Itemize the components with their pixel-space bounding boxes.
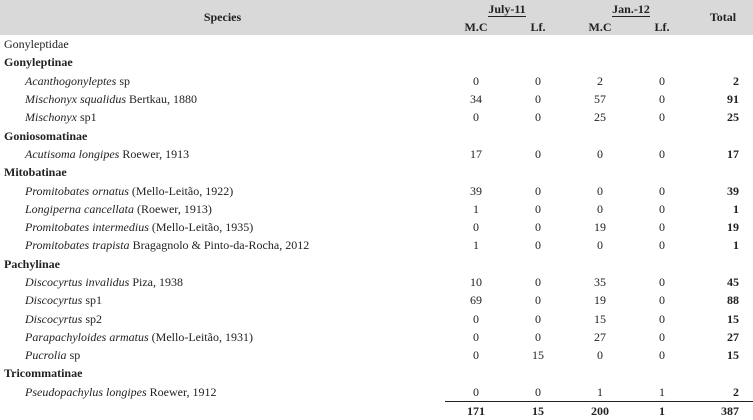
cell-lf-jan: 1 — [659, 384, 665, 399]
cell-mc-jan: 0 — [597, 146, 603, 161]
species-authority: sp1 — [76, 110, 97, 125]
family-name: Gonyleptidae — [4, 37, 69, 52]
cell-lf-jan: 0 — [659, 183, 665, 198]
subfamily-row — [0, 364, 753, 382]
cell-total: 19 — [727, 220, 740, 235]
cell-mc-jan: 15 — [594, 311, 606, 326]
table-row — [0, 346, 753, 364]
species-authority: sp — [66, 348, 81, 363]
species-binomial: Discocyrtus — [25, 311, 83, 326]
subfamily-name: Pachylinae — [4, 256, 60, 271]
table-body — [0, 35, 753, 420]
subfamily-name: Goniosomatinae — [4, 128, 88, 143]
species-name — [0, 218, 445, 236]
species-name — [0, 383, 445, 402]
species-binomial: Mischonyx squalidus — [25, 92, 126, 107]
cell-mc-july: 0 — [473, 348, 479, 363]
species-authority: (Roewer, 1913) — [133, 201, 212, 216]
header-species: Species — [0, 0, 445, 35]
cell-lf-jan: 0 — [659, 348, 665, 363]
species-name — [0, 200, 445, 218]
species-authority: (Mello-Leitão, 1931) — [148, 329, 253, 344]
species-authority: Roewer, 1913 — [119, 146, 190, 161]
species-binomial: Pseudopachylus longipes — [25, 385, 147, 400]
species-authority: Roewer, 1912 — [146, 385, 217, 400]
species-name — [0, 309, 445, 327]
table-row — [0, 181, 753, 199]
header-total: Total — [693, 0, 753, 35]
cell-total: 27 — [727, 329, 740, 344]
header-period-july-label: July-11 — [488, 2, 526, 16]
totals-blank — [0, 401, 445, 420]
table-row — [0, 291, 753, 309]
header-lf-1: Lf. — [507, 19, 569, 35]
cell-mc-july: 0 — [473, 311, 479, 326]
cell-lf-jan: 0 — [659, 238, 665, 253]
cell-lf-jan: 0 — [659, 110, 665, 125]
cell-lf-july: 0 — [535, 201, 541, 216]
cell-lf-jan: 0 — [659, 329, 665, 344]
table-row — [0, 72, 753, 90]
cell-total: 91 — [727, 92, 740, 107]
cell-lf-jan: 0 — [659, 311, 665, 326]
table-row — [0, 236, 753, 254]
species-binomial: Pucrolia — [25, 348, 67, 363]
species-name — [0, 291, 445, 309]
cell-total: 1 — [733, 238, 740, 253]
species-binomial: Parapachyloides armatus — [25, 329, 149, 344]
cell-total: 1 — [733, 201, 740, 216]
total-mc-jan: 200 — [569, 401, 631, 420]
cell-mc-jan: 35 — [594, 275, 606, 289]
cell-mc-july: 10 — [470, 275, 482, 289]
cell-mc-july: 0 — [473, 220, 479, 235]
cell-lf-july: 0 — [535, 275, 541, 289]
cell-mc-jan: 2 — [597, 73, 603, 88]
subfamily-name: Tricommatinae — [4, 366, 83, 381]
header-period-july — [445, 0, 569, 19]
species-name — [0, 346, 445, 364]
cell-total: 2 — [733, 73, 740, 88]
total-lf-jan: 1 — [631, 401, 693, 420]
table-row — [0, 145, 753, 163]
species-authority: Bragagnolo & Pinto-da-Rocha, 2012 — [129, 238, 310, 253]
cell-lf-july: 0 — [535, 293, 541, 308]
species-authority: sp — [116, 73, 130, 88]
subfamily-name: Mitobatinae — [4, 165, 67, 180]
cell-mc-jan: 57 — [594, 92, 606, 107]
cell-mc-july: 0 — [473, 384, 479, 399]
cell-lf-jan: 0 — [659, 73, 665, 88]
subfamily-name: Gonyleptinae — [4, 55, 73, 70]
cell-lf-july: 0 — [535, 384, 541, 399]
species-binomial: Promitobates trapista — [25, 238, 130, 253]
cell-mc-july: 0 — [473, 110, 479, 125]
cell-mc-july: 17 — [470, 146, 482, 161]
cell-lf-jan: 0 — [659, 92, 665, 107]
species-binomial: Discocyrtus — [25, 293, 83, 308]
header-lf-2: Lf. — [631, 19, 693, 35]
cell-mc-jan: 25 — [594, 110, 606, 125]
cell-lf-july: 0 — [535, 92, 541, 107]
table-row — [0, 218, 753, 236]
cell-lf-jan: 0 — [659, 220, 665, 235]
table-row — [0, 383, 753, 402]
cell-lf-july: 0 — [535, 238, 541, 253]
cell-lf-july: 0 — [535, 110, 541, 125]
cell-total: 2 — [733, 384, 740, 399]
table-row — [0, 309, 753, 327]
table-row — [0, 273, 753, 291]
species-binomial: Promitobates ornatus — [25, 183, 129, 198]
cell-total: 25 — [727, 110, 740, 125]
cell-mc-july: 39 — [470, 183, 482, 198]
total-mc-july: 171 — [445, 401, 507, 420]
species-authority: Bertkau, 1880 — [126, 92, 197, 107]
cell-total: 39 — [727, 183, 740, 198]
species-authority: sp2 — [82, 311, 102, 326]
species-name — [0, 273, 445, 291]
cell-mc-july: 0 — [473, 73, 479, 88]
species-name — [0, 108, 445, 126]
header-mc-1: M.C — [445, 19, 507, 35]
species-authority: (Mello-Leitão, 1935) — [148, 220, 254, 235]
table-row — [0, 90, 753, 108]
cell-mc-july: 34 — [470, 92, 482, 107]
total-lf-july: 15 — [507, 401, 569, 420]
species-name — [0, 236, 445, 254]
cell-mc-jan: 0 — [597, 348, 603, 363]
cell-mc-jan: 0 — [597, 238, 603, 253]
header-period-jan — [569, 0, 693, 19]
cell-mc-jan: 19 — [594, 220, 606, 235]
cell-mc-jan: 1 — [597, 384, 603, 399]
species-name — [0, 72, 445, 90]
species-name — [0, 145, 445, 163]
table-row — [0, 200, 753, 218]
cell-total: 17 — [727, 146, 740, 161]
cell-mc-july: 1 — [473, 201, 479, 216]
cell-mc-july: 69 — [470, 293, 482, 308]
species-binomial: Discocyrtus invalidus — [25, 275, 130, 289]
species-authority: sp1 — [82, 293, 102, 308]
subfamily-row — [0, 126, 753, 144]
cell-lf-july: 0 — [535, 311, 541, 326]
species-binomial: Promitobates intermedius — [25, 220, 149, 235]
cell-lf-jan: 0 — [659, 146, 665, 161]
subfamily-row — [0, 53, 753, 71]
cell-total: 15 — [727, 348, 740, 363]
cell-lf-july: 0 — [535, 183, 541, 198]
total-grand: 387 — [693, 401, 753, 420]
species-name — [0, 181, 445, 199]
cell-total: 88 — [727, 293, 740, 308]
totals-row — [0, 401, 753, 420]
cell-lf-july: 0 — [535, 73, 541, 88]
cell-total: 15 — [727, 311, 740, 326]
cell-mc-jan: 27 — [594, 329, 606, 344]
species-authority: Piza, 1938 — [129, 275, 183, 289]
subfamily-row — [0, 163, 753, 181]
table-row — [0, 328, 753, 346]
cell-mc-jan: 0 — [597, 183, 603, 198]
cell-mc-july: 1 — [473, 238, 479, 253]
cell-total: 45 — [727, 275, 740, 289]
species-authority: (Mello-Leitão, 1922) — [128, 183, 234, 198]
species-binomial: Longiperna cancellata — [25, 201, 134, 216]
cell-lf-july: 0 — [535, 220, 541, 235]
species-binomial: Acutisoma longipes — [25, 146, 120, 161]
cell-lf-jan: 0 — [659, 293, 665, 308]
species-binomial: Acanthogonyleptes — [25, 73, 117, 88]
species-name — [0, 328, 445, 346]
species-binomial: Mischonyx — [25, 110, 77, 125]
header-mc-2: M.C — [569, 19, 631, 35]
cell-lf-july: 0 — [535, 146, 541, 161]
cell-mc-july: 0 — [473, 329, 479, 344]
header-period-jan-label: Jan.-12 — [612, 2, 650, 16]
species-name — [0, 90, 445, 108]
cell-lf-july: 0 — [535, 329, 541, 344]
subfamily-row — [0, 255, 753, 273]
family-row — [0, 35, 753, 53]
table-row — [0, 108, 753, 126]
cell-lf-july: 15 — [532, 348, 544, 363]
cell-lf-jan: 0 — [659, 275, 665, 289]
cell-mc-jan: 0 — [597, 201, 603, 216]
cell-mc-jan: 19 — [594, 293, 606, 308]
cell-lf-jan: 0 — [659, 201, 665, 216]
